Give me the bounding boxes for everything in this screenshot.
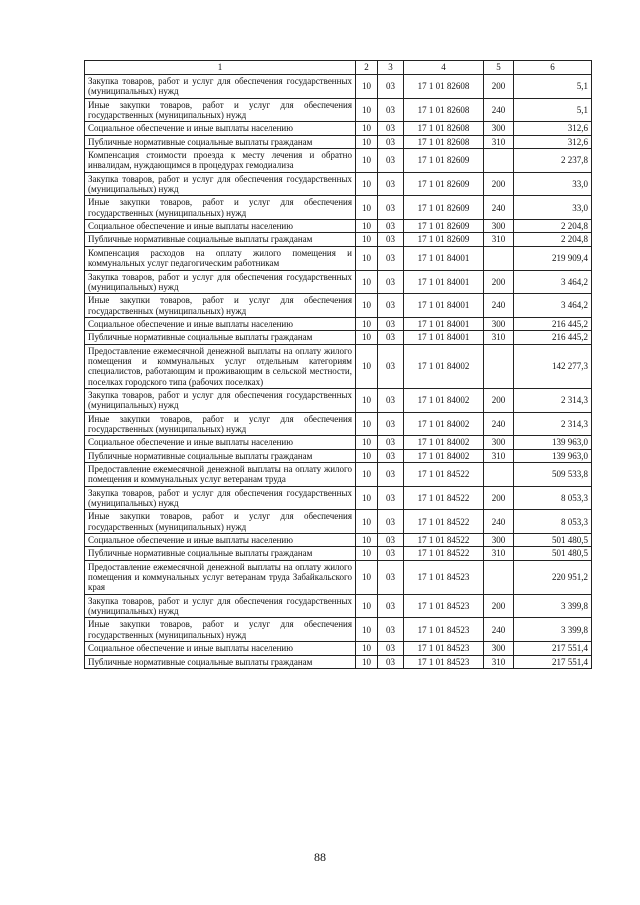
- amount-cell: 33,0: [514, 196, 592, 220]
- subsection-code-cell: 03: [378, 388, 404, 412]
- amount-cell: 33,0: [514, 172, 592, 196]
- row-name-cell: Предоставление ежемесячной денежной выплаты на оплату жилого помещения и коммунальных услуг отдельным категориям специалистов, работающим и проживающим в сельской местности, поселках городского типа (рабочих поселках): [85, 344, 356, 388]
- row-name-cell: Публичные нормативные социальные выплаты гражданам: [85, 547, 356, 560]
- section-code-cell: 10: [356, 75, 378, 99]
- row-name-cell: Публичные нормативные социальные выплаты гражданам: [85, 233, 356, 246]
- amount-cell: 2 204,8: [514, 220, 592, 233]
- section-code-cell: 10: [356, 98, 378, 122]
- subsection-code-cell: 03: [378, 344, 404, 388]
- amount-cell: 5,1: [514, 98, 592, 122]
- target-item-code-cell: 17 1 01 84001: [404, 294, 484, 318]
- expense-type-code-cell: 200: [484, 486, 514, 510]
- expense-type-code-cell: 240: [484, 196, 514, 220]
- table-row: [85, 655, 592, 668]
- section-code-cell: 10: [356, 196, 378, 220]
- target-item-code-cell: 17 1 01 84522: [404, 463, 484, 487]
- target-item-code-cell: 17 1 01 82609: [404, 149, 484, 173]
- table-row: [85, 75, 592, 99]
- section-code-cell: 10: [356, 149, 378, 173]
- expense-type-code-cell: 240: [484, 98, 514, 122]
- subsection-code-cell: 03: [378, 172, 404, 196]
- row-name-cell: Иные закупки товаров, работ и услуг для обеспечения государственных (муниципальных) нужд: [85, 412, 356, 436]
- expense-type-code-cell: 310: [484, 233, 514, 246]
- section-code-cell: 10: [356, 594, 378, 618]
- amount-cell: 501 480,5: [514, 547, 592, 560]
- subsection-code-cell: 03: [378, 436, 404, 449]
- row-name-cell: Публичные нормативные социальные выплаты гражданам: [85, 449, 356, 462]
- target-item-code-cell: 17 1 01 84002: [404, 436, 484, 449]
- row-name-cell: Иные закупки товаров, работ и услуг для обеспечения государственных (муниципальных) нужд: [85, 196, 356, 220]
- amount-cell: 216 445,2: [514, 317, 592, 330]
- subsection-code-cell: 03: [378, 449, 404, 462]
- expense-type-code-cell: [484, 344, 514, 388]
- amount-cell: 217 551,4: [514, 642, 592, 655]
- section-code-cell: 10: [356, 449, 378, 462]
- target-item-code-cell: 17 1 01 82608: [404, 98, 484, 122]
- target-item-code-cell: 17 1 01 82608: [404, 135, 484, 148]
- header-cell-col2: 2: [356, 61, 378, 75]
- row-name-cell: Закупка товаров, работ и услуг для обеспечения государственных (муниципальных) нужд: [85, 270, 356, 294]
- header-cell-col6: 6: [514, 61, 592, 75]
- target-item-code-cell: 17 1 01 84001: [404, 246, 484, 270]
- page-number: 88: [314, 850, 326, 864]
- section-code-cell: 10: [356, 220, 378, 233]
- table-row: [85, 317, 592, 330]
- expense-type-code-cell: [484, 560, 514, 594]
- target-item-code-cell: 17 1 01 82608: [404, 122, 484, 135]
- table-body: [85, 75, 592, 669]
- row-name-cell: Закупка товаров, работ и услуг для обеспечения государственных (муниципальных) нужд: [85, 486, 356, 510]
- row-name-cell: Социальное обеспечение и иные выплаты населению: [85, 642, 356, 655]
- section-code-cell: 10: [356, 344, 378, 388]
- row-name-cell: Компенсация расходов на оплату жилого помещения и коммунальных услуг педагогическим работникам: [85, 246, 356, 270]
- amount-cell: 217 551,4: [514, 655, 592, 668]
- subsection-code-cell: 03: [378, 317, 404, 330]
- target-item-code-cell: 17 1 01 82609: [404, 172, 484, 196]
- expense-type-code-cell: 200: [484, 75, 514, 99]
- subsection-code-cell: 03: [378, 294, 404, 318]
- amount-cell: 2 204,8: [514, 233, 592, 246]
- expense-type-code-cell: 310: [484, 135, 514, 148]
- expense-type-code-cell: [484, 246, 514, 270]
- header-cell-col5: 5: [484, 61, 514, 75]
- amount-cell: 8 053,3: [514, 486, 592, 510]
- section-code-cell: 10: [356, 436, 378, 449]
- amount-cell: 216 445,2: [514, 331, 592, 344]
- section-code-cell: 10: [356, 463, 378, 487]
- table-row: [85, 547, 592, 560]
- table-row: [85, 196, 592, 220]
- amount-cell: 139 963,0: [514, 449, 592, 462]
- amount-cell: 219 909,4: [514, 246, 592, 270]
- header-cell-col1: 1: [85, 61, 356, 75]
- amount-cell: 2 237,8: [514, 149, 592, 173]
- amount-cell: 220 951,2: [514, 560, 592, 594]
- subsection-code-cell: 03: [378, 412, 404, 436]
- row-name-cell: Иные закупки товаров, работ и услуг для обеспечения государственных (муниципальных) нужд: [85, 618, 356, 642]
- section-code-cell: 10: [356, 294, 378, 318]
- table-row: [85, 98, 592, 122]
- target-item-code-cell: 17 1 01 84522: [404, 534, 484, 547]
- target-item-code-cell: 17 1 01 84523: [404, 594, 484, 618]
- target-item-code-cell: 17 1 01 84002: [404, 388, 484, 412]
- subsection-code-cell: 03: [378, 135, 404, 148]
- subsection-code-cell: 03: [378, 331, 404, 344]
- section-code-cell: 10: [356, 655, 378, 668]
- row-name-cell: Иные закупки товаров, работ и услуг для обеспечения государственных (муниципальных) нужд: [85, 98, 356, 122]
- table-row: [85, 594, 592, 618]
- subsection-code-cell: 03: [378, 233, 404, 246]
- section-code-cell: 10: [356, 122, 378, 135]
- row-name-cell: Иные закупки товаров, работ и услуг для обеспечения государственных (муниципальных) нужд: [85, 510, 356, 534]
- expense-type-code-cell: 240: [484, 618, 514, 642]
- expense-type-code-cell: 200: [484, 270, 514, 294]
- target-item-code-cell: 17 1 01 84001: [404, 317, 484, 330]
- row-name-cell: Закупка товаров, работ и услуг для обеспечения государственных (муниципальных) нужд: [85, 172, 356, 196]
- subsection-code-cell: 03: [378, 547, 404, 560]
- section-code-cell: 10: [356, 642, 378, 655]
- target-item-code-cell: 17 1 01 84522: [404, 486, 484, 510]
- header-cell-col3: 3: [378, 61, 404, 75]
- subsection-code-cell: 03: [378, 270, 404, 294]
- expense-type-code-cell: 310: [484, 547, 514, 560]
- target-item-code-cell: 17 1 01 82609: [404, 233, 484, 246]
- table-row: [85, 449, 592, 462]
- section-code-cell: 10: [356, 331, 378, 344]
- section-code-cell: 10: [356, 270, 378, 294]
- target-item-code-cell: 17 1 01 84522: [404, 510, 484, 534]
- amount-cell: 8 053,3: [514, 510, 592, 534]
- target-item-code-cell: 17 1 01 84523: [404, 655, 484, 668]
- subsection-code-cell: 03: [378, 560, 404, 594]
- section-code-cell: 10: [356, 317, 378, 330]
- expense-type-code-cell: [484, 463, 514, 487]
- row-name-cell: Закупка товаров, работ и услуг для обеспечения государственных (муниципальных) нужд: [85, 388, 356, 412]
- table-row: [85, 412, 592, 436]
- table-row: [85, 618, 592, 642]
- expense-type-code-cell: 200: [484, 388, 514, 412]
- expense-type-code-cell: 300: [484, 436, 514, 449]
- amount-cell: 139 963,0: [514, 436, 592, 449]
- section-code-cell: 10: [356, 560, 378, 594]
- subsection-code-cell: 03: [378, 246, 404, 270]
- target-item-code-cell: 17 1 01 84002: [404, 344, 484, 388]
- table-row: [85, 560, 592, 594]
- table-row: [85, 388, 592, 412]
- header-row: [85, 61, 592, 75]
- subsection-code-cell: 03: [378, 534, 404, 547]
- expense-type-code-cell: 300: [484, 220, 514, 233]
- expense-type-code-cell: 310: [484, 449, 514, 462]
- table-row: [85, 463, 592, 487]
- amount-cell: 2 314,3: [514, 412, 592, 436]
- table-row: [85, 135, 592, 148]
- table-row: [85, 246, 592, 270]
- subsection-code-cell: 03: [378, 75, 404, 99]
- subsection-code-cell: 03: [378, 122, 404, 135]
- subsection-code-cell: 03: [378, 149, 404, 173]
- subsection-code-cell: 03: [378, 510, 404, 534]
- table-row: [85, 172, 592, 196]
- target-item-code-cell: 17 1 01 84523: [404, 560, 484, 594]
- section-code-cell: 10: [356, 233, 378, 246]
- target-item-code-cell: 17 1 01 84522: [404, 547, 484, 560]
- subsection-code-cell: 03: [378, 655, 404, 668]
- expense-type-code-cell: 240: [484, 294, 514, 318]
- expense-type-code-cell: 300: [484, 642, 514, 655]
- section-code-cell: 10: [356, 547, 378, 560]
- table-row: [85, 233, 592, 246]
- subsection-code-cell: 03: [378, 196, 404, 220]
- section-code-cell: 10: [356, 412, 378, 436]
- expense-type-code-cell: 310: [484, 331, 514, 344]
- table-row: [85, 331, 592, 344]
- table-row: [85, 534, 592, 547]
- section-code-cell: 10: [356, 618, 378, 642]
- table-row: [85, 220, 592, 233]
- amount-cell: 3 464,2: [514, 294, 592, 318]
- expense-type-code-cell: 300: [484, 122, 514, 135]
- subsection-code-cell: 03: [378, 618, 404, 642]
- expense-type-code-cell: [484, 149, 514, 173]
- amount-cell: 3 399,8: [514, 618, 592, 642]
- row-name-cell: Закупка товаров, работ и услуг для обеспечения государственных (муниципальных) нужд: [85, 594, 356, 618]
- row-name-cell: Публичные нормативные социальные выплаты гражданам: [85, 331, 356, 344]
- row-name-cell: Публичные нормативные социальные выплаты гражданам: [85, 135, 356, 148]
- target-item-code-cell: 17 1 01 84002: [404, 449, 484, 462]
- table-row: [85, 436, 592, 449]
- row-name-cell: Компенсация стоимости проезда к месту лечения и обратно инвалидам, нуждающимся в процедурах гемодиализа: [85, 149, 356, 173]
- header-cell-col4: 4: [404, 61, 484, 75]
- table-row: [85, 270, 592, 294]
- table-row: [85, 149, 592, 173]
- target-item-code-cell: 17 1 01 84001: [404, 270, 484, 294]
- subsection-code-cell: 03: [378, 98, 404, 122]
- amount-cell: 5,1: [514, 75, 592, 99]
- target-item-code-cell: 17 1 01 82609: [404, 220, 484, 233]
- section-code-cell: 10: [356, 510, 378, 534]
- section-code-cell: 10: [356, 172, 378, 196]
- section-code-cell: 10: [356, 534, 378, 547]
- amount-cell: 2 314,3: [514, 388, 592, 412]
- expense-type-code-cell: 310: [484, 655, 514, 668]
- row-name-cell: Социальное обеспечение и иные выплаты населению: [85, 220, 356, 233]
- expense-type-code-cell: 300: [484, 534, 514, 547]
- row-name-cell: Социальное обеспечение и иные выплаты населению: [85, 534, 356, 547]
- amount-cell: 3 464,2: [514, 270, 592, 294]
- target-item-code-cell: 17 1 01 84002: [404, 412, 484, 436]
- row-name-cell: Социальное обеспечение и иные выплаты населению: [85, 436, 356, 449]
- table-row: [85, 642, 592, 655]
- amount-cell: 142 277,3: [514, 344, 592, 388]
- amount-cell: 509 533,8: [514, 463, 592, 487]
- row-name-cell: Закупка товаров, работ и услуг для обеспечения государственных (муниципальных) нужд: [85, 75, 356, 99]
- amount-cell: 501 480,5: [514, 534, 592, 547]
- row-name-cell: Публичные нормативные социальные выплаты гражданам: [85, 655, 356, 668]
- amount-cell: 3 399,8: [514, 594, 592, 618]
- target-item-code-cell: 17 1 01 82609: [404, 196, 484, 220]
- subsection-code-cell: 03: [378, 463, 404, 487]
- table-row: [85, 344, 592, 388]
- expense-type-code-cell: 240: [484, 412, 514, 436]
- row-name-cell: Социальное обеспечение и иные выплаты населению: [85, 317, 356, 330]
- section-code-cell: 10: [356, 246, 378, 270]
- subsection-code-cell: 03: [378, 642, 404, 655]
- section-code-cell: 10: [356, 135, 378, 148]
- expense-type-code-cell: 240: [484, 510, 514, 534]
- subsection-code-cell: 03: [378, 220, 404, 233]
- row-name-cell: Социальное обеспечение и иные выплаты населению: [85, 122, 356, 135]
- target-item-code-cell: 17 1 01 84001: [404, 331, 484, 344]
- amount-cell: 312,6: [514, 135, 592, 148]
- row-name-cell: Иные закупки товаров, работ и услуг для обеспечения государственных (муниципальных) нужд: [85, 294, 356, 318]
- table-row: [85, 294, 592, 318]
- subsection-code-cell: 03: [378, 594, 404, 618]
- table-row: [85, 510, 592, 534]
- budget-table: [84, 60, 592, 669]
- amount-cell: 312,6: [514, 122, 592, 135]
- expense-type-code-cell: 200: [484, 594, 514, 618]
- table-row: [85, 122, 592, 135]
- row-name-cell: Предоставление ежемесячной денежной выплаты на оплату жилого помещения и коммунальных услуг ветеранам труда: [85, 463, 356, 487]
- subsection-code-cell: 03: [378, 486, 404, 510]
- section-code-cell: 10: [356, 486, 378, 510]
- table-row: [85, 486, 592, 510]
- target-item-code-cell: 17 1 01 84523: [404, 642, 484, 655]
- target-item-code-cell: 17 1 01 84523: [404, 618, 484, 642]
- section-code-cell: 10: [356, 388, 378, 412]
- expense-type-code-cell: 300: [484, 317, 514, 330]
- target-item-code-cell: 17 1 01 82608: [404, 75, 484, 99]
- expense-type-code-cell: 200: [484, 172, 514, 196]
- row-name-cell: Предоставление ежемесячной денежной выплаты на оплату жилого помещения и коммунальных услуг ветеранам труда Забайкальского края: [85, 560, 356, 594]
